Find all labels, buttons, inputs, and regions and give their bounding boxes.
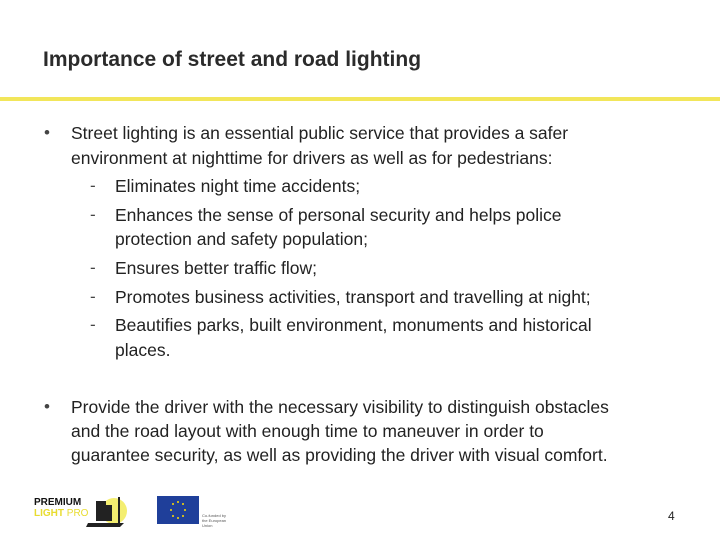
svg-text:PREMIUM: PREMIUM — [34, 497, 82, 508]
sub-marker: - — [90, 205, 96, 224]
sub-item: Eliminates night time accidents; — [115, 176, 361, 196]
bullet-text: environment at nighttime for drivers as well as for pedestrians: — [71, 148, 553, 168]
svg-text:LIGHT PRO: LIGHT PRO — [34, 508, 89, 519]
bullet-text: Provide the driver with the necessary visibility to distinguish obstacles — [71, 397, 609, 417]
sub-marker: - — [90, 176, 96, 195]
sub-item: Ensures better traffic flow; — [115, 258, 317, 278]
title-divider — [0, 97, 720, 101]
bullet-text: and the road layout with enough time to maneuver in order to — [71, 421, 544, 441]
sub-item: protection and safety population; — [115, 229, 368, 249]
building-lamp-icon — [34, 493, 129, 527]
sub-marker: - — [90, 315, 96, 334]
eu-funding-text: Co-funded by the European Union — [202, 513, 227, 528]
sub-item: Enhances the sense of personal security and helps police — [115, 205, 562, 225]
sub-marker: - — [90, 258, 96, 277]
bullet-marker: • — [44, 123, 50, 142]
sub-marker: - — [90, 287, 96, 306]
sub-item: Promotes business activities, transport and travelling at night; — [115, 287, 591, 307]
bullet-text: guarantee security, as well as providing the driver with visual comfort. — [71, 445, 608, 465]
sub-item: places. — [115, 340, 171, 360]
bullet-text: Street lighting is an essential public service that provides a safer — [71, 123, 569, 143]
sub-item: Beautifies parks, built environment, monuments and historical — [115, 315, 592, 335]
bullet-marker: • — [44, 397, 50, 416]
page-number: 4 — [668, 509, 675, 523]
eu-flag-icon — [157, 496, 199, 524]
slide-title: Importance of street and road lighting — [43, 48, 422, 71]
premium-light-pro-logo — [34, 493, 129, 527]
